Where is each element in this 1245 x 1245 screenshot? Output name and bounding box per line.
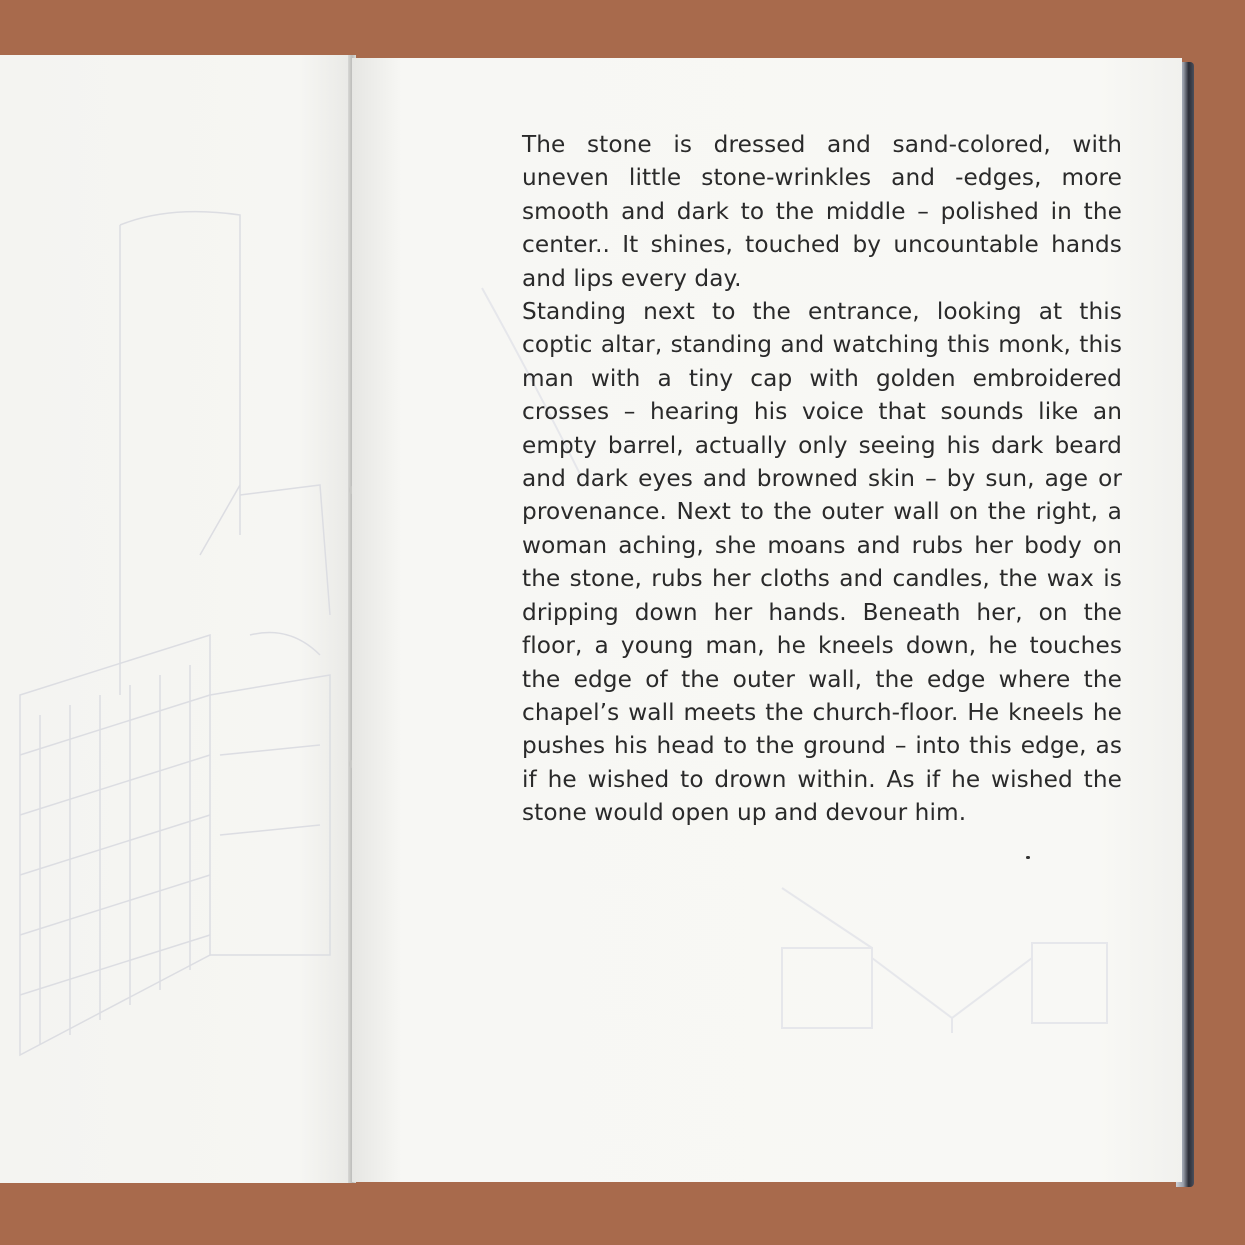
body-text	[522, 128, 1122, 830]
show-through-sketch	[0, 55, 352, 1183]
paragraph: The stone is dressed and sand-colored, with uneven little stone-wrinkles and -edges, more smooth and dark to the middle – polished in the center.. It shines, touched by uncountable hands and lips every day.	[522, 131, 1122, 292]
left-page	[0, 55, 352, 1183]
ink-speck	[1026, 856, 1030, 859]
paragraph: Standing next to the entrance, looking at this coptic altar, standing and watching this monk, this man with a tiny cap with golden embroidered crosses – hearing his voice that sounds like an empty barrel, actually only seeing his dark beard and dark eyes and browned skin – by sun, age or provenance. Next to the outer wall on the right, a woman aching, she moans and rubs her body on the stone, rubs her cloths and candles, the wax is dripping down her hands. Beneath her, on the floor, a young man, he kneels down, he touches the edge of the outer wall, the edge where the chapel’s wall meets the church-floor. He kneels he pushes his head to the ground – into this edge, as if he wished to drown within. As if he wished the stone would open up and devour him.	[522, 298, 1122, 827]
